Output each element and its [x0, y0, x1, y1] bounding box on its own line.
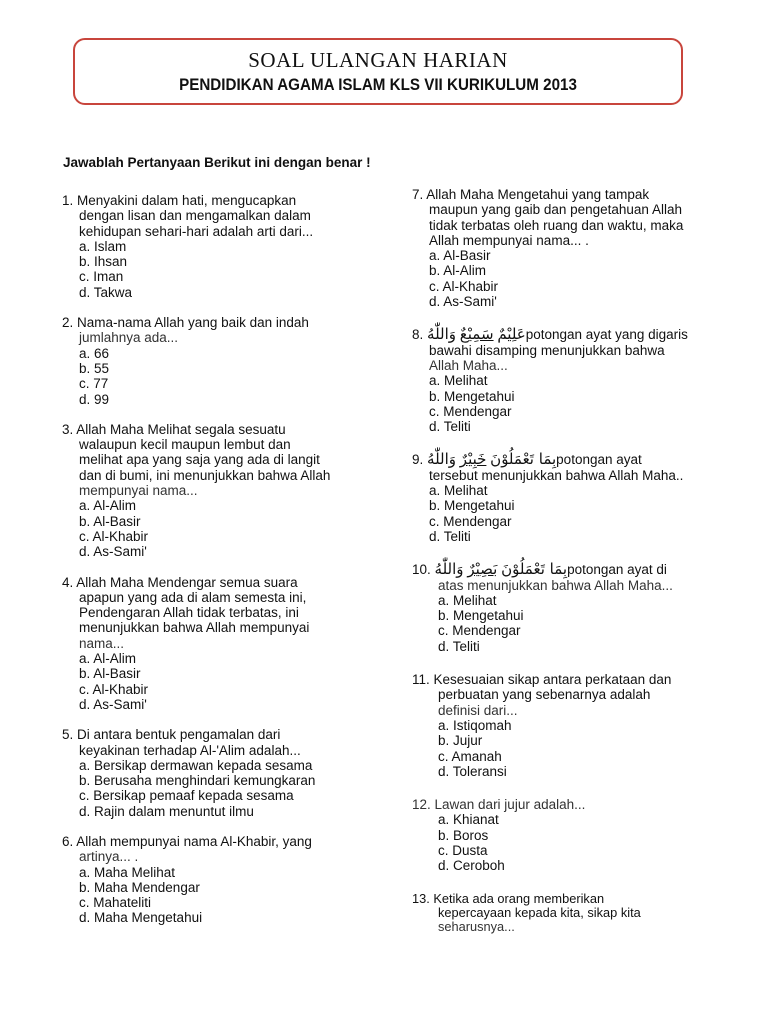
- q10-option-b: b. Mengetahui: [438, 608, 524, 624]
- page-title: SOAL ULANGAN HARIAN: [248, 48, 508, 72]
- q7-line: tidak terbatas oleh ruang dan waktu, maka: [429, 217, 684, 233]
- q4-option-b: b. Al-Basir: [79, 666, 141, 682]
- q11-option-c: c. Amanah: [438, 748, 502, 764]
- q7-option-c: c. Al-Khabir: [429, 278, 499, 294]
- q3-line: mempunyai nama...: [79, 483, 198, 499]
- q10-option-d: d. Teliti: [438, 638, 480, 654]
- q9-arabic-underlined: خَبِيْرٌ: [459, 450, 487, 469]
- q1-line: dengan lisan dan mengamalkan dalam: [79, 208, 311, 224]
- q5-line: keyakinan terhadap Al-'Alim adalah...: [79, 742, 301, 758]
- q11-line: 11. Kesesuaian sikap antara perkataan dan: [412, 672, 672, 688]
- q8-arabic: عَلِيْمٌ: [497, 325, 526, 344]
- q3-option-b: b. Al-Basir: [79, 513, 141, 529]
- q9-number: 9.: [412, 452, 424, 468]
- q4-option-c: c. Al-Khabir: [79, 681, 149, 697]
- q2-option-b: b. 55: [79, 360, 110, 376]
- q1-line: kehidupan sehari-hari adalah arti dari...: [79, 223, 314, 239]
- q1-line: 1. Menyakini dalam hati, mengucapkan: [62, 193, 297, 208]
- q4-line: 4. Allah Maha Mendengar semua suara: [62, 574, 298, 590]
- q12-option-d: d. Ceroboh: [438, 858, 505, 874]
- q9-option-a: a. Melihat: [429, 483, 488, 499]
- q10-line: potongan ayat di: [567, 562, 667, 578]
- question-3: [62, 422, 382, 560]
- question-7: [412, 187, 742, 309]
- q10-option-c: c. Mendengar: [438, 623, 521, 639]
- q11-option-b: b. Jujur: [438, 733, 483, 749]
- q1-option-b: b. Ihsan: [79, 254, 128, 270]
- q10-arabic: وَاللّٰهُ: [434, 560, 464, 579]
- q5-option-b: b. Berusaha menghindari kemungkaran: [79, 773, 316, 789]
- q5-option-d: d. Rajin dalam menuntut ilmu: [79, 803, 254, 819]
- q6-line: 6. Allah mempunyai nama Al-Khabir, yang: [62, 833, 312, 849]
- q5-line: 5. Di antara bentuk pengamalan dari: [62, 727, 281, 743]
- question-11: [412, 672, 742, 779]
- q4-line: nama...: [79, 635, 125, 651]
- question-10: [412, 562, 742, 654]
- q4-option-d: d. As-Sami': [79, 696, 147, 712]
- q1-option-a: a. Islam: [79, 238, 127, 254]
- q10-stem: [412, 562, 742, 577]
- q2-option-c: c. 77: [79, 376, 109, 392]
- page-subtitle: PENDIDIKAN AGAMA ISLAM KLS VII KURIKULUM 2013: [179, 76, 577, 94]
- q11-option-d: d. Toleransi: [438, 763, 507, 779]
- question-2: [62, 315, 382, 407]
- q13-line: seharusnya...: [438, 918, 515, 934]
- q5-option-a: a. Bersikap dermawan kepada sesama: [79, 757, 313, 773]
- question-12: [412, 797, 742, 873]
- q1-option-c: c. Iman: [79, 269, 124, 285]
- q7-option-b: b. Al-Alim: [429, 263, 487, 279]
- q9-option-b: b. Mengetahui: [429, 498, 515, 514]
- question-13: [412, 892, 742, 934]
- question-9: [412, 452, 742, 544]
- q13-line: kepercayaan kepada kita, sikap kita: [438, 904, 641, 920]
- q13-line: 13. Ketika ada orang memberikan: [412, 890, 605, 906]
- q3-line: melihat apa yang saja yang ada di langit: [79, 452, 320, 468]
- q8-stem: [412, 327, 742, 342]
- q6-option-d: d. Maha Mengetahui: [79, 910, 203, 926]
- q3-option-a: a. Al-Alim: [79, 498, 137, 514]
- q7-line: maupun yang gaib dan pengetahuan Allah: [429, 202, 682, 218]
- q8-arabic: وَاللّٰهُ: [427, 325, 457, 344]
- q12-option-a: a. Khianat: [438, 812, 499, 828]
- q10-number: 10.: [412, 562, 431, 578]
- q11-line: definisi dari...: [438, 702, 518, 718]
- left-column: [62, 193, 382, 941]
- q9-option-d: d. Teliti: [429, 528, 471, 544]
- q8-line: bawahi disamping menunjukkan bahwa: [429, 342, 665, 358]
- q7-line: Allah mempunyai nama... .: [429, 232, 589, 248]
- q8-number: 8.: [412, 327, 424, 343]
- q12-option-b: b. Boros: [438, 827, 489, 843]
- q4-line: apapun yang ada di alam semesta ini,: [79, 589, 307, 605]
- q9-stem: [412, 452, 742, 467]
- question-6: [62, 834, 382, 926]
- q1-option-d: d. Takwa: [79, 284, 133, 300]
- right-column: [412, 187, 742, 949]
- q6-option-b: b. Maha Mendengar: [79, 879, 200, 895]
- question-4: [62, 575, 382, 713]
- q6-option-c: c. Mahateliti: [79, 895, 152, 911]
- q6-line: artinya... .: [79, 849, 139, 865]
- q2-option-a: a. 66: [79, 345, 110, 361]
- q3-option-c: c. Al-Khabir: [79, 528, 149, 544]
- q11-line: perbuatan yang sebenarnya adalah: [438, 687, 651, 703]
- header-box: [73, 38, 683, 105]
- q9-line: tersebut menunjukkan bahwa Allah Maha..: [429, 467, 684, 483]
- q2-option-d: d. 99: [79, 391, 110, 407]
- q9-line: potongan ayat: [556, 452, 642, 468]
- q7-line: 7. Allah Maha Mengetahui yang tampak: [412, 187, 650, 202]
- q6-option-a: a. Maha Melihat: [79, 864, 176, 880]
- q9-arabic: بِمَا تَعْمَلُوْنَ: [490, 450, 557, 469]
- q12-option-c: c. Dusta: [438, 842, 488, 858]
- q8-line: potongan ayat yang digaris: [525, 327, 688, 343]
- q8-option-b: b. Mengetahui: [429, 388, 515, 404]
- q3-option-d: d. As-Sami': [79, 544, 147, 560]
- q11-option-a: a. Istiqomah: [438, 717, 512, 733]
- q2-line: jumlahnya ada...: [79, 330, 179, 346]
- q7-option-d: d. As-Sami': [429, 294, 497, 310]
- q2-line: 2. Nama-nama Allah yang baik dan indah: [62, 315, 309, 331]
- q3-line: 3. Allah Maha Melihat segala sesuatu: [62, 421, 286, 437]
- q4-line: menunjukkan bahwa Allah mempunyai: [79, 620, 310, 636]
- q8-option-c: c. Mendengar: [429, 403, 512, 419]
- q8-arabic-underlined: سَمِيْعٌ: [459, 325, 494, 344]
- question-1: [62, 193, 382, 300]
- question-8: [412, 327, 742, 434]
- q8-line: Allah Maha...: [429, 357, 508, 373]
- q8-option-a: a. Melihat: [429, 373, 488, 389]
- q7-option-a: a. Al-Basir: [429, 248, 491, 264]
- q10-arabic-underlined: بَصِيْرٌ: [467, 560, 498, 579]
- q10-option-a: a. Melihat: [438, 592, 497, 608]
- q9-option-c: c. Mendengar: [429, 513, 512, 529]
- q4-option-a: a. Al-Alim: [79, 651, 137, 667]
- q10-arabic: بِمَا تَعْمَلُوْنَ: [501, 560, 568, 579]
- q12-line: 12. Lawan dari jujur adalah...: [412, 797, 586, 813]
- q5-option-c: c. Bersikap pemaaf kepada sesama: [79, 788, 294, 804]
- q4-line: Pendengaran Allah tidak terbatas, ini: [79, 605, 299, 621]
- q3-line: dan di bumi, ini menunjukkan bahwa Allah: [79, 467, 331, 483]
- q8-option-d: d. Teliti: [429, 419, 471, 435]
- q9-arabic: وَاللّٰهُ: [427, 450, 457, 469]
- instruction: Jawablah Pertanyaan Berikut ini dengan benar !: [63, 155, 371, 170]
- q3-line: walaupun kecil maupun lembut dan: [79, 437, 291, 453]
- question-5: [62, 727, 382, 819]
- q10-line: atas menunjukkan bahwa Allah Maha...: [438, 577, 673, 593]
